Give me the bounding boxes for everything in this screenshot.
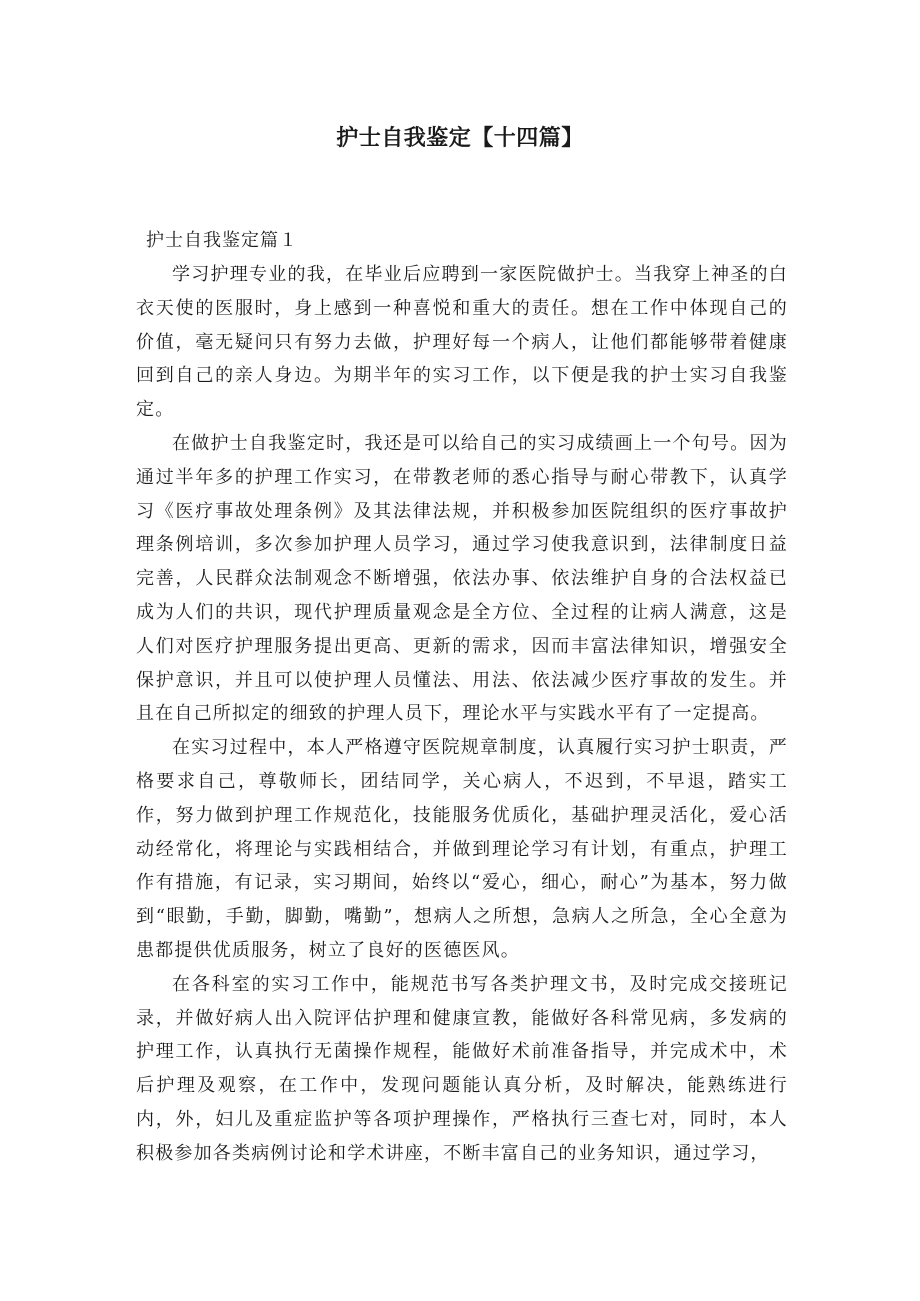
paragraph-4: 在各科室的实习工作中，能规范书写各类护理文书，及时完成交接班记录，并做好病人出入院评估护理和健康宣教，能做好各科常见病，多发病的护理工作，认真执行无菌操作规程，能做好术前准备指导，并完成术中，术后护理及观察，在工作中，发现问题能认真分析，及时解决，能熟练进行内，外，妇儿及重症监护等各项护理操作，严格执行三查七对，同时，本人积极参加各类病例讨论和学术讲座，不断丰富自己的业务知识，通过学习， — [136, 973, 788, 1164]
document-title: 护士自我鉴定【十四篇】 — [336, 126, 584, 151]
section-heading: 护士自我鉴定篇１ — [146, 230, 298, 251]
paragraph-3: 在实习过程中，本人严格遵守医院规章制度，认真履行实习护士职责，严格要求自己，尊敬师长，团结同学，关心病人，不迟到，不早退，踏实工作，努力做到护理工作规范化，技能服务优质化，基础护理灵活化，爱心活动经常化，将理论与实践相结合，并做到理论学习有计划，有重点，护理工作有措施，有记录，实习期间，始终以“爱心，细心，耐心”为基本，努力做到“眼勤，手勤，脚勤，嘴勤”，想病人之所想，急病人之所急，全心全意为患都提供优质服务，树立了良好的医德医风。 — [136, 737, 788, 961]
document-body — [136, 258, 788, 1171]
paragraph-1: 学习护理专业的我，在毕业后应聘到一家医院做护士。当我穿上神圣的白衣天使的医服时，身上感到一种喜悦和重大的责任。想在工作中体现自己的价值，毫无疑问只有努力去做，护理好每一个病人，让他们都能够带着健康回到自己的亲人身边。为期半年的实习工作，以下便是我的护士实习自我鉴定。 — [136, 264, 788, 421]
paragraph-2: 在做护士自我鉴定时，我还是可以给自己的实习成绩画上一个句号。因为通过半年多的护理工作实习，在带教老师的悉心指导与耐心带教下，认真学习《医疗事故处理条例》及其法律法规，并积极参加医院组织的医疗事故护理条例培训，多次参加护理人员学习，通过学习使我意识到，法律制度日益完善，人民群众法制观念不断增强，依法办事、依法维护自身的合法权益已成为人们的共识，现代护理质量观念是全方位、全过程的让病人满意，这是人们对医疗护理服务提出更高、更新的需求，因而丰富法律知识，增强安全保护意识，并且可以使护理人员懂法、用法、依法减少医疗事故的发生。并且在自己所拟定的细致的护理人员下，理论水平与实践水平有了一定提高。 — [136, 432, 788, 725]
